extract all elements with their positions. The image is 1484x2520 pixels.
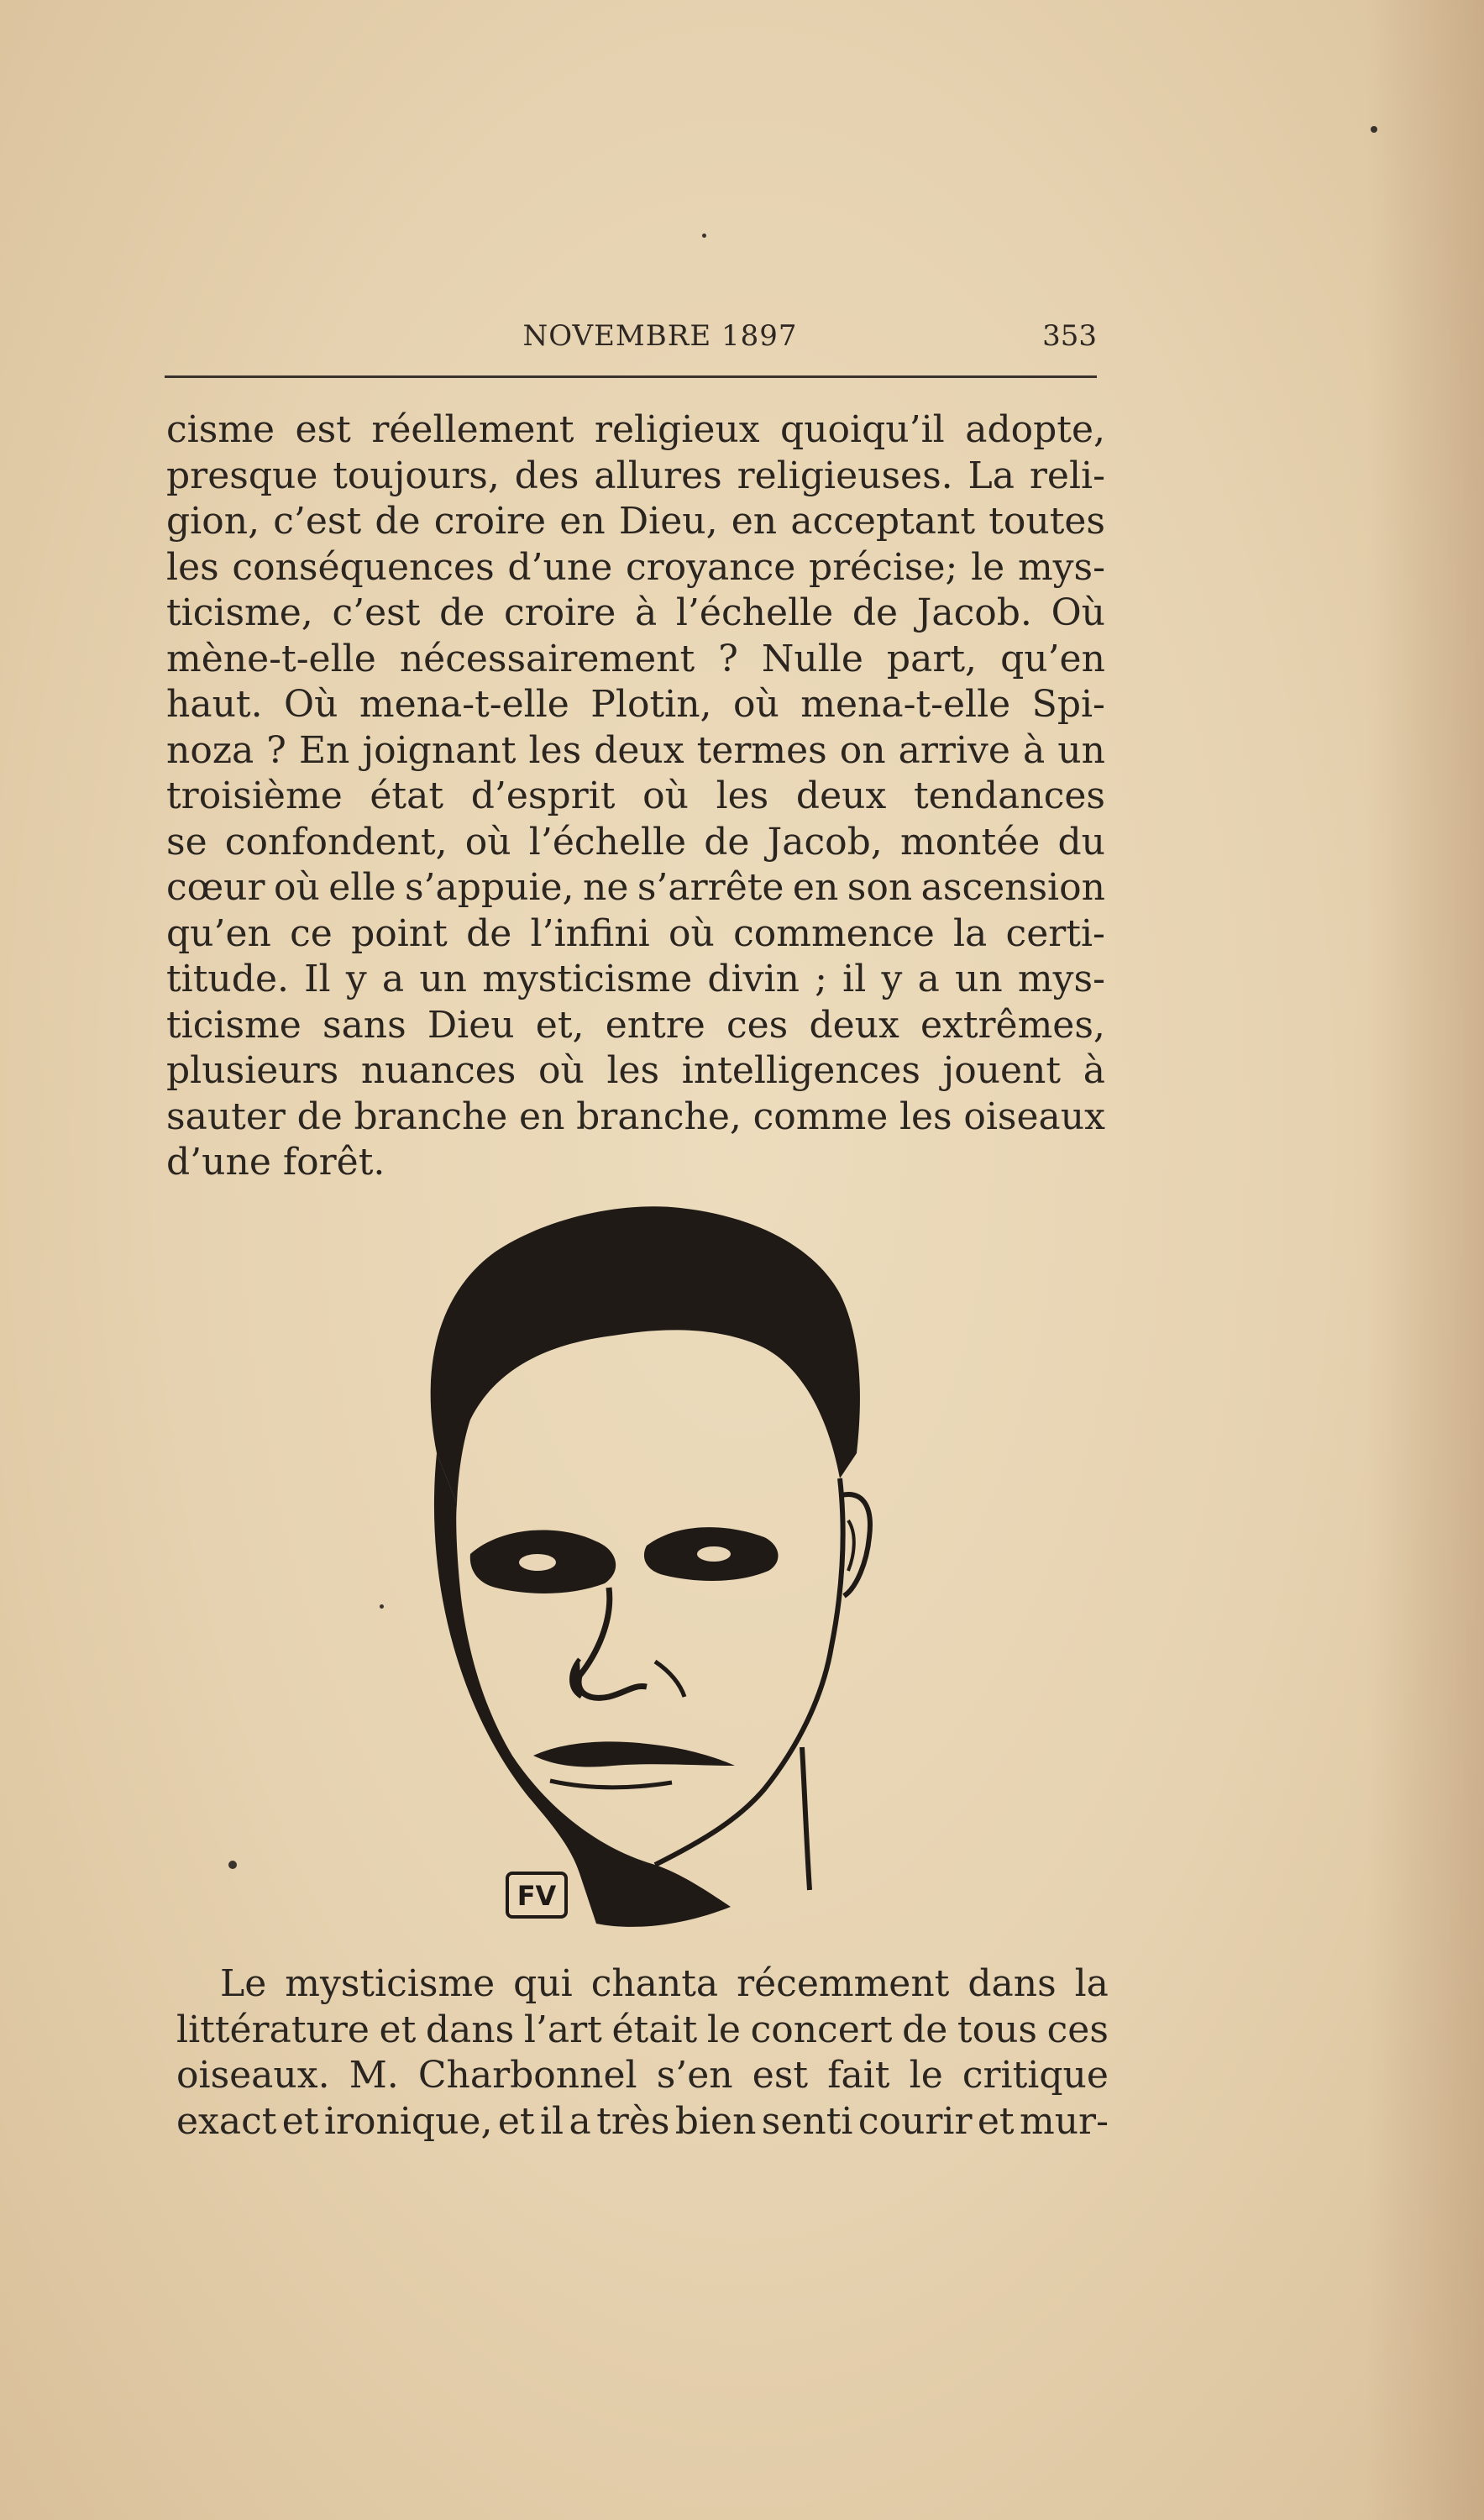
text-line: noza ? En joignant les deux termes on arrive à un xyxy=(166,728,1105,772)
text-line: se confondent, où l’échelle de Jacob, montée du xyxy=(166,820,1105,864)
text-line: troisième état d’esprit où les deux tendances xyxy=(166,774,1105,817)
header-rule xyxy=(165,375,1097,378)
portrait-woodcut xyxy=(403,1201,890,1940)
page-edge-shadow xyxy=(1366,0,1484,2520)
paper-speck xyxy=(380,1604,384,1609)
portrait-hair xyxy=(431,1206,860,1504)
text-line: presque toujours, des allures religieuses. La reli- xyxy=(166,454,1105,497)
paper-speck xyxy=(1371,126,1377,133)
text-line: d’une forêt. xyxy=(166,1141,385,1184)
portrait-neck xyxy=(802,1747,810,1890)
text-line: cœur où elle s’appuie, ne s’arrête en son ascension xyxy=(166,866,1105,909)
portrait-ear xyxy=(842,1494,870,1596)
paragraph-2 xyxy=(176,1961,1109,2145)
text-line: plusieurs nuances où les intelligences jouent à xyxy=(166,1049,1105,1092)
running-header-title: NOVEMBRE 1897 xyxy=(522,319,798,353)
page-number: 353 xyxy=(1042,319,1097,353)
text-line: qu’en ce point de l’infini où commence la certi- xyxy=(166,911,1105,955)
portrait-nose xyxy=(579,1588,647,1698)
text-line: gion, c’est de croire en Dieu, en acceptant toutes xyxy=(166,500,1105,543)
text-line: exact et ironique, et il a très bien senti courir et mur- xyxy=(176,2099,1109,2143)
text-line: Le mysticisme qui chanta récemment dans la xyxy=(220,1962,1109,2005)
text-line: ticisme sans Dieu et, entre ces deux extrêmes, xyxy=(166,1003,1105,1047)
paper-speck xyxy=(228,1861,237,1869)
text-line: sauter de branche en branche, comme les oiseaux xyxy=(166,1095,1105,1138)
text-line: mène-t-elle nécessairement ? Nulle part, qu’en xyxy=(166,637,1105,680)
text-line: les conséquences d’une croyance précise; le mys- xyxy=(166,545,1105,589)
text-line: ticisme, c’est de croire à l’échelle de Jacob. Où xyxy=(166,591,1105,634)
portrait-mouth xyxy=(533,1741,735,1767)
portrait-monogram: FV xyxy=(517,1880,557,1912)
paragraph-1 xyxy=(166,407,1105,1186)
paper-speck xyxy=(702,234,706,238)
text-line: titude. Il y a un mysticisme divin ; il y a un mys- xyxy=(166,958,1105,1000)
text-line: littérature et dans l’art était le concert de tous ces xyxy=(176,2008,1109,2051)
text-line: cisme est réellement religieux quoiqu’il adopte, xyxy=(166,408,1105,451)
text-line: oiseaux. M. Charbonnel s’en est fait le critique xyxy=(176,2054,1109,2097)
running-header xyxy=(165,319,1097,370)
text-line: haut. Où mena-t-elle Plotin, où mena-t-elle Spi- xyxy=(166,683,1105,726)
